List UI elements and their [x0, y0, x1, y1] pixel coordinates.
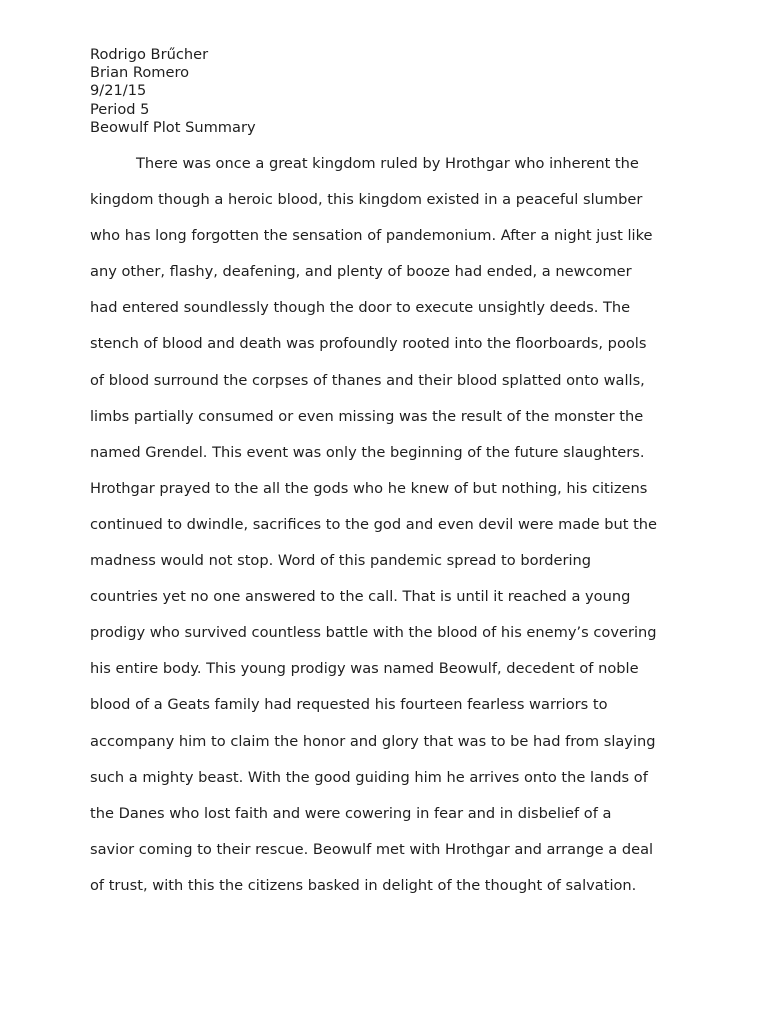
text-line: had entered soundlessly though the door to execute unsightly deeds. The — [90, 299, 631, 317]
text-line: continued to dwindle, sacrifices to the god and even devil were made but the — [90, 515, 658, 533]
text-line: blood of a Geats family had requested his fourteen fearless warriors to — [90, 696, 608, 714]
text-line: kingdom though a heroic blood, this kingdom existed in a peaceful slumber — [90, 191, 643, 209]
author-name-2: Brian Romero — [90, 64, 190, 82]
text-line: such a mighty beast. With the good guiding him he arrives onto the lands of — [90, 768, 648, 786]
text-line: savior coming to their rescue. Beowulf met with Hrothgar and arrange a deal — [90, 840, 654, 858]
text-line: any other, flashy, deafening, and plenty of booze had ended, a newcomer — [90, 263, 632, 281]
text-line: accompany him to claim the honor and glory that was to be had from slaying — [90, 732, 656, 750]
text-line: his entire body. This young prodigy was named Beowulf, decedent of noble — [90, 660, 639, 678]
body-paragraph — [90, 152, 690, 910]
text-line: stench of blood and death was profoundly rooted into the floorboards, pools — [90, 335, 647, 353]
text-line: madness would not stop. Word of this pandemic spread to bordering — [90, 552, 592, 570]
author-name-1: Rodrigo Brűcher — [90, 46, 209, 63]
text-line: named Grendel. This event was only the beginning of the future slaughters. — [90, 443, 645, 461]
text-line: countries yet no one answered to the call. That is until it reached a young — [90, 588, 631, 606]
document-header — [90, 46, 256, 137]
text-line: who has long forgotten the sensation of pandemonium. After a night just like — [90, 227, 653, 245]
text-line: There was once a great kingdom ruled by Hrothgar who inherent the — [136, 155, 639, 172]
document-date: 9/21/15 — [90, 82, 147, 100]
text-line: the Danes who lost faith and were cowering in fear and in disbelief of a — [90, 804, 612, 822]
text-line: prodigy who survived countless battle with the blood of his enemy’s covering — [90, 624, 657, 642]
document-title: Beowulf Plot Summary — [90, 118, 256, 136]
text-line: of trust, with this the citizens basked in delight of the thought of salvation. — [90, 876, 637, 894]
text-line: Hrothgar prayed to the all the gods who he knew of but nothing, his citizens — [90, 479, 648, 497]
text-line: of blood surround the corpses of thanes and their blood splatted onto walls, — [90, 371, 645, 389]
class-period: Period 5 — [90, 100, 150, 118]
text-line: limbs partially consumed or even missing was the result of the monster the — [90, 407, 644, 425]
